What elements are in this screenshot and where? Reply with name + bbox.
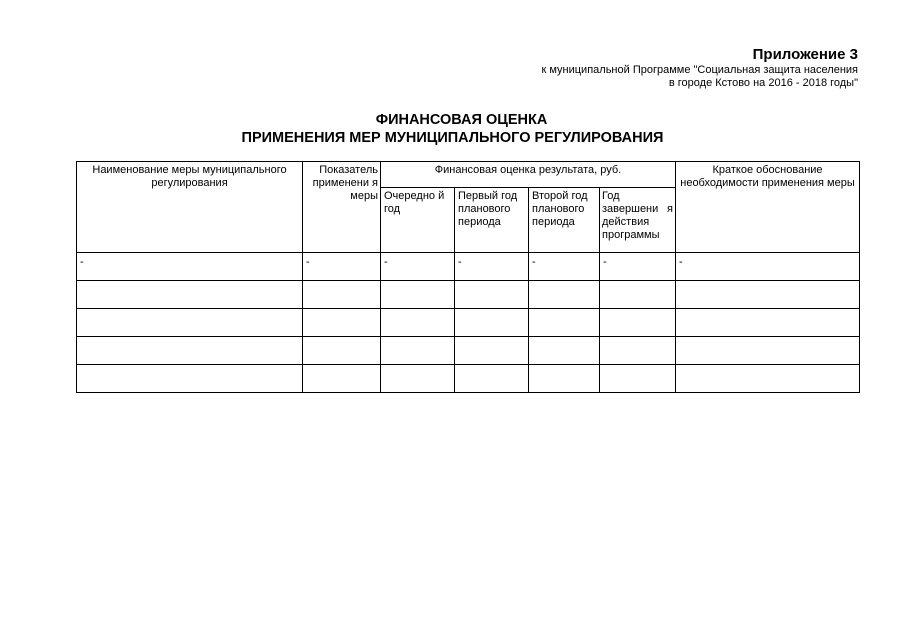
table-cell xyxy=(676,281,860,309)
table-cell xyxy=(455,337,529,365)
table-cell: - xyxy=(600,253,676,281)
appendix-title: Приложение 3 xyxy=(752,46,858,63)
table-cell xyxy=(600,281,676,309)
table-cell xyxy=(600,309,676,337)
table-row xyxy=(77,309,860,337)
table-cell xyxy=(381,309,455,337)
table-cell xyxy=(676,309,860,337)
header-financial-assessment: Финансовая оценка результата, руб. xyxy=(381,162,676,188)
table-cell xyxy=(676,365,860,393)
appendix-block xyxy=(541,46,858,90)
table-cell xyxy=(455,365,529,393)
table-row xyxy=(77,281,860,309)
table-cell xyxy=(77,309,303,337)
table-cell xyxy=(303,309,381,337)
header-second-plan-year: Второй год планового периода xyxy=(529,188,600,253)
financial-assessment-table xyxy=(76,161,860,393)
table-cell: - xyxy=(529,253,600,281)
appendix-subtitle-line1: к муниципальной Программе "Социальная защита населения xyxy=(541,64,858,76)
table-row xyxy=(77,365,860,393)
table-cell: - xyxy=(303,253,381,281)
table-cell: - xyxy=(455,253,529,281)
table-cell xyxy=(529,281,600,309)
header-measure-name: Наименование меры муниципального регулирования xyxy=(77,162,303,253)
document-title-line2: ПРИМЕНЕНИЯ МЕР МУНИЦИПАЛЬНОГО РЕГУЛИРОВАНИЯ xyxy=(241,130,664,146)
table-cell xyxy=(77,281,303,309)
table-header-row-1 xyxy=(77,162,860,188)
table-cell xyxy=(529,365,600,393)
document-title xyxy=(0,111,905,147)
table-cell xyxy=(77,337,303,365)
table-cell xyxy=(455,281,529,309)
table-row xyxy=(77,253,860,281)
table-cell: - xyxy=(77,253,303,281)
table-cell: - xyxy=(676,253,860,281)
header-program-end-year: Год завершени я действия программы xyxy=(600,188,676,253)
table-cell xyxy=(381,365,455,393)
table-cell xyxy=(529,309,600,337)
header-justification: Краткое обоснование необходимости применения меры xyxy=(676,162,860,253)
appendix-subtitle-line2: в городе Кстово на 2016 - 2018 годы" xyxy=(668,77,858,89)
table-cell xyxy=(676,337,860,365)
table-row xyxy=(77,337,860,365)
table-cell xyxy=(303,281,381,309)
table-cell xyxy=(77,365,303,393)
table-cell xyxy=(303,337,381,365)
table-cell xyxy=(600,337,676,365)
table-cell xyxy=(455,309,529,337)
table-cell: - xyxy=(381,253,455,281)
table-cell xyxy=(381,337,455,365)
table-cell xyxy=(600,365,676,393)
document-title-line1: ФИНАНСОВАЯ ОЦЕНКА xyxy=(375,112,548,128)
table-body xyxy=(77,253,860,393)
header-first-plan-year: Первый год планового периода xyxy=(455,188,529,253)
table-cell xyxy=(303,365,381,393)
header-current-year: Очередно й год xyxy=(381,188,455,253)
table-cell xyxy=(529,337,600,365)
header-indicator: Показатель применени я меры xyxy=(303,162,381,253)
table-cell xyxy=(381,281,455,309)
